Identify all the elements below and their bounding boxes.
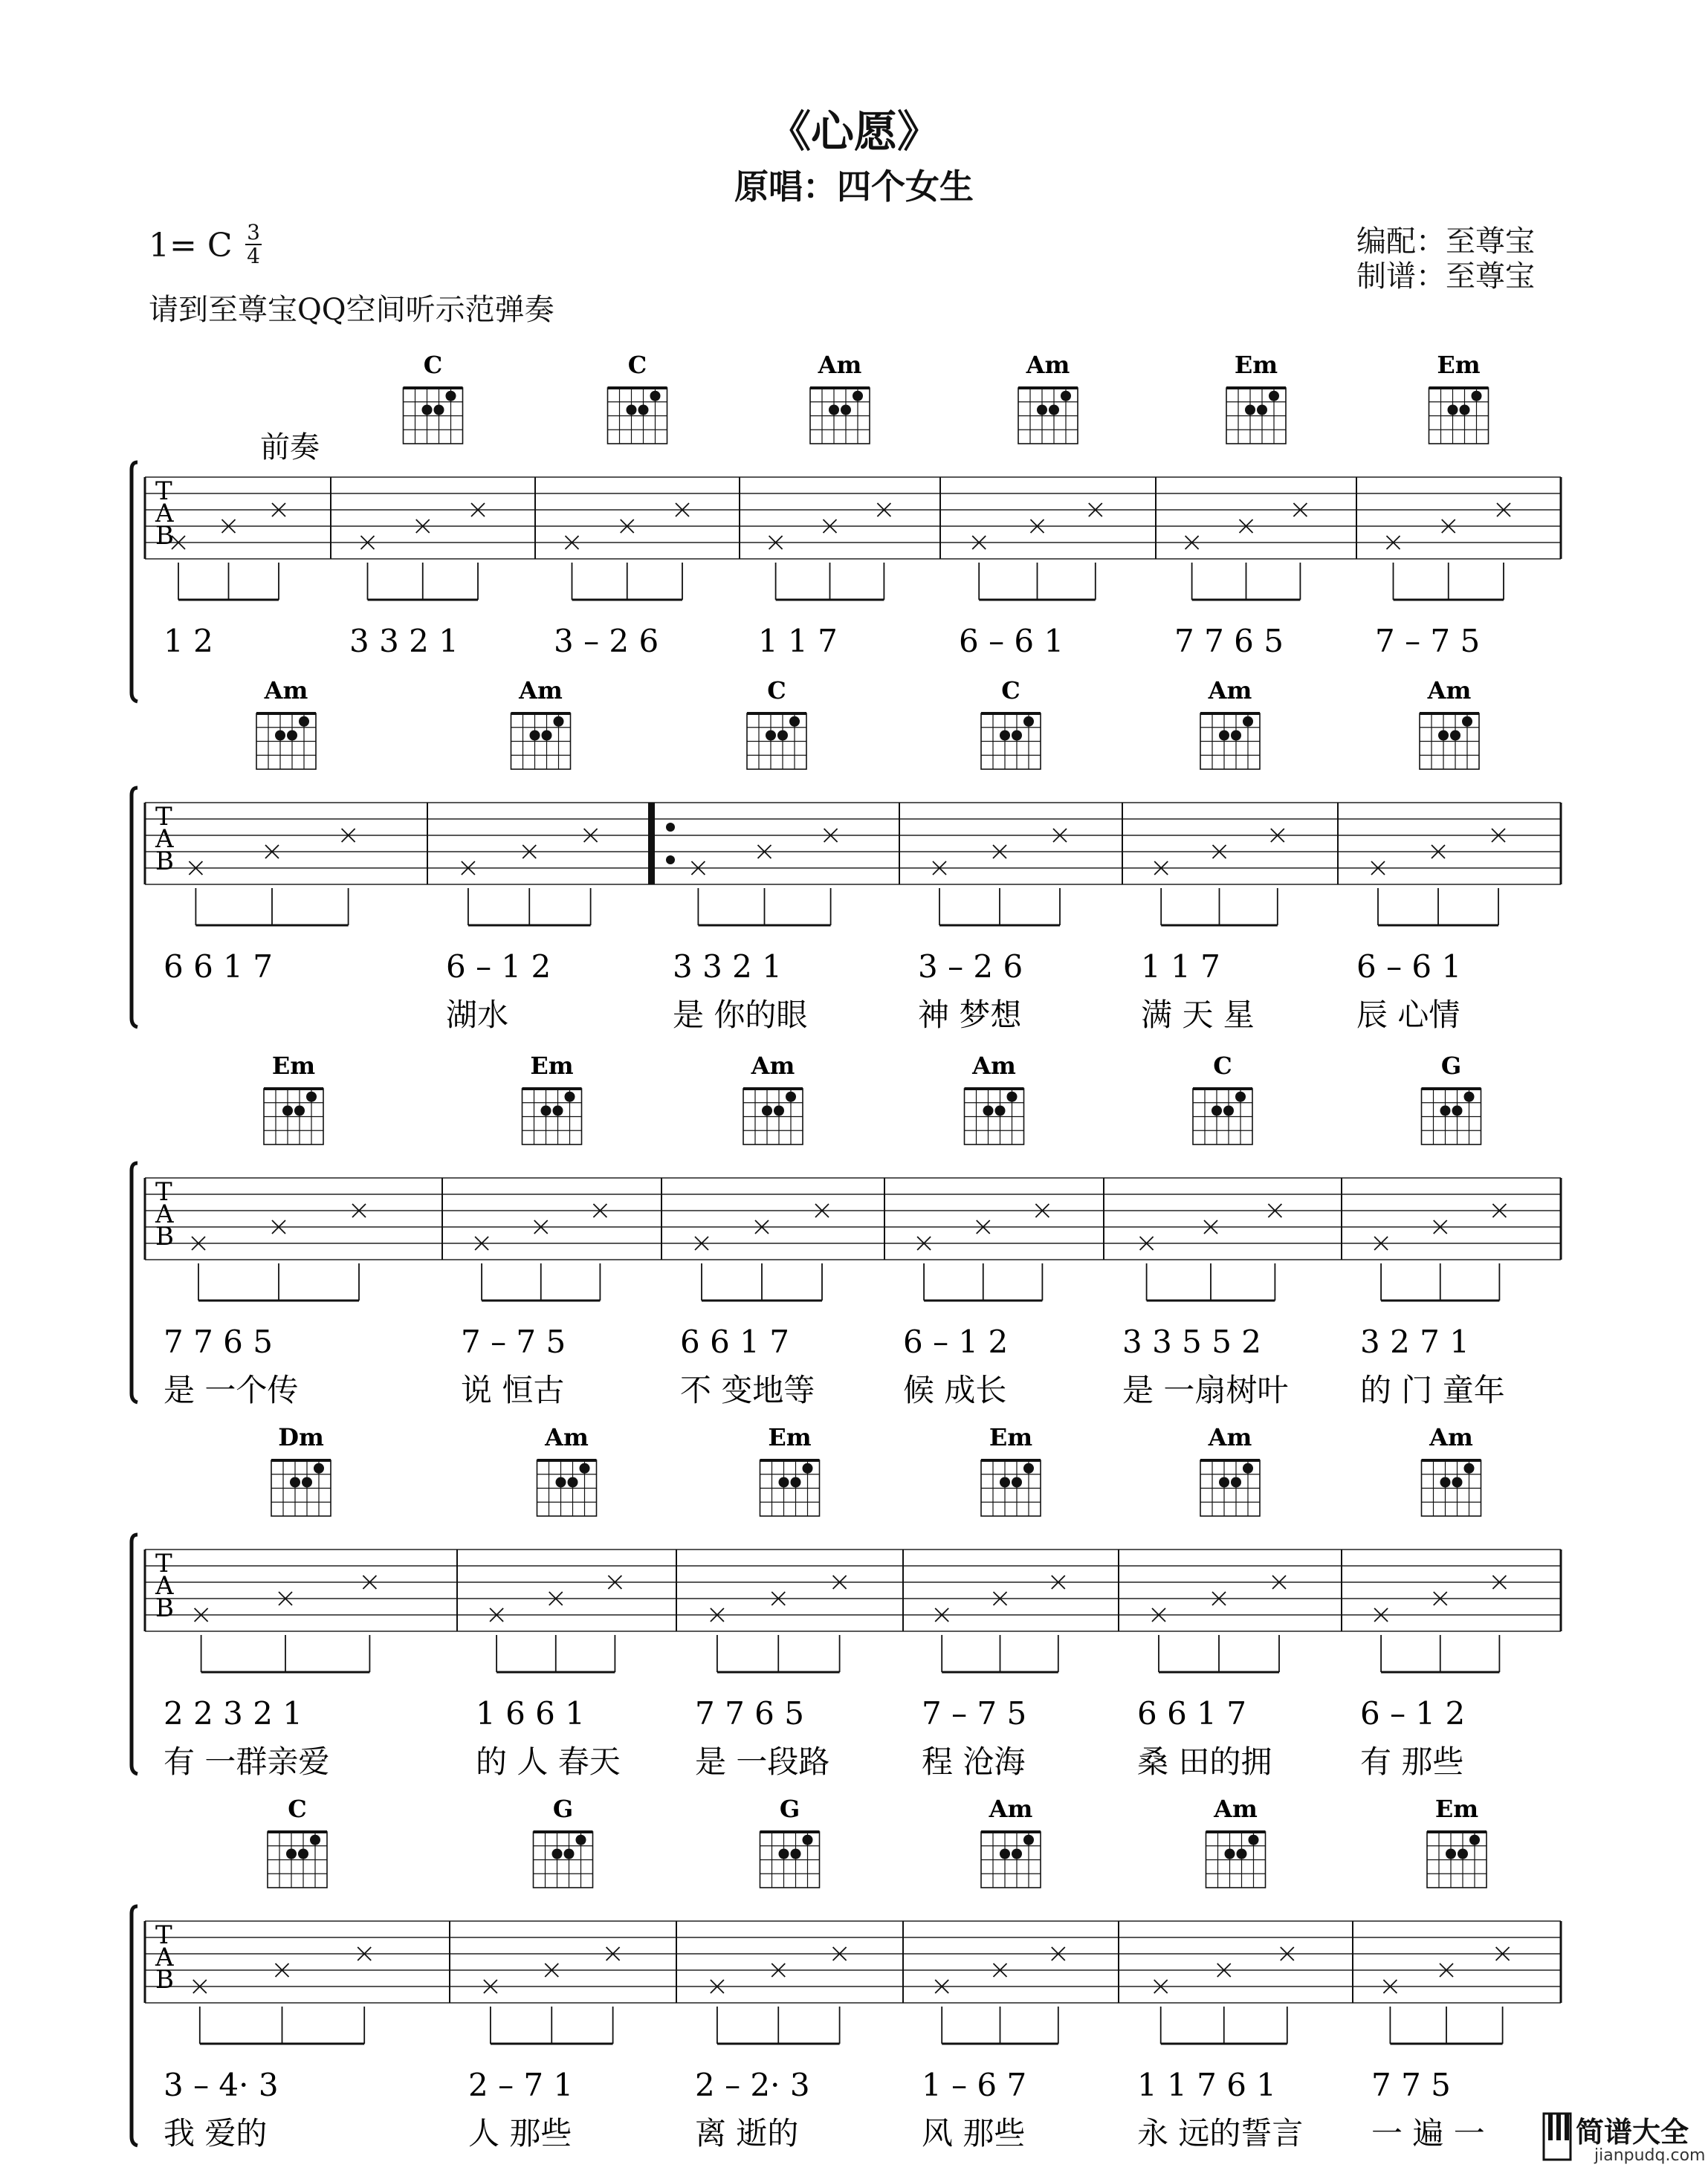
chord-finger-dot <box>1237 1849 1247 1859</box>
chord-finger-dot <box>1219 1477 1229 1488</box>
chord-name: Am <box>989 1795 1033 1823</box>
chord-name: G <box>552 1795 574 1823</box>
chord-name: Em <box>530 1052 574 1080</box>
lyric-text: 神 梦想 <box>918 997 1022 1033</box>
jianpu-numbers: 2 2 3 2 1 <box>164 1695 303 1732</box>
chord-finger-dot <box>568 1477 578 1488</box>
chord-finger-dot <box>542 731 552 741</box>
chord-finger-dot <box>310 1835 320 1845</box>
lyric-text: 辰 心情 <box>1356 997 1460 1033</box>
jianpu-numbers: 3 – 2 6 <box>918 948 1023 985</box>
song-title: 《心愿》 <box>767 106 940 157</box>
tab-clef-letter: B <box>155 521 174 551</box>
chord-finger-dot <box>829 405 839 415</box>
chord-name: C <box>423 351 443 379</box>
jianpu-numbers: 6 6 1 7 <box>164 948 273 985</box>
chord-finger-dot <box>1469 1835 1480 1845</box>
chord-finger-dot <box>552 1849 563 1859</box>
repeat-dot <box>666 855 675 864</box>
chord-finger-dot <box>1450 731 1460 741</box>
chord-finger-dot <box>779 1849 789 1859</box>
tab-clef-letter: B <box>155 1222 174 1251</box>
lyric-text: 程 沧海 <box>922 1743 1026 1780</box>
chord-finger-dot <box>627 405 637 415</box>
tab-clef-letter: T <box>155 802 172 832</box>
chord-finger-dot <box>1225 1849 1235 1859</box>
chord-finger-dot <box>1219 731 1229 741</box>
chord-finger-dot <box>786 1092 796 1102</box>
jianpu-numbers: 7 – 7 5 <box>1375 623 1481 659</box>
lyric-text: 桑 田的拥 <box>1137 1743 1272 1780</box>
chord-finger-dot <box>541 1106 551 1116</box>
chord-finger-dot <box>766 731 776 741</box>
chord-finger-dot <box>306 1092 317 1102</box>
chord-finger-dot <box>286 1849 297 1859</box>
chord-finger-dot <box>803 1835 813 1845</box>
chord-finger-dot <box>1448 405 1458 415</box>
system-bracket <box>132 788 138 1027</box>
chord-finger-dot <box>1257 405 1267 415</box>
key-signature: 1= C <box>149 227 233 265</box>
jianpu-numbers: 6 6 1 7 <box>1137 1695 1246 1732</box>
lyric-text: 是 你的眼 <box>673 997 808 1033</box>
jianpu-numbers: 7 7 6 5 <box>164 1324 273 1360</box>
chord-finger-dot <box>434 405 444 415</box>
chord-finger-dot <box>564 1849 575 1859</box>
chord-finger-dot <box>282 1106 293 1116</box>
brand-name: 简谱大全 <box>1576 2116 1689 2149</box>
chord-finger-dot <box>554 716 564 727</box>
chord-finger-dot <box>1049 405 1059 415</box>
chord-name: Am <box>264 676 308 705</box>
chord-name: Em <box>1437 351 1481 379</box>
chord-finger-dot <box>1000 1849 1010 1859</box>
system-bracket <box>132 1535 138 1774</box>
chord-finger-dot <box>314 1463 324 1474</box>
lyric-text: 的 门 童年 <box>1360 1372 1505 1408</box>
chord-name: Am <box>1026 351 1070 379</box>
piano-logo-icon <box>1542 2112 1572 2161</box>
chord-name: Am <box>751 1052 795 1080</box>
chord-finger-dot <box>803 1463 813 1474</box>
jianpu-numbers: 7 7 6 5 <box>695 1695 804 1732</box>
jianpu-numbers: 7 7 5 <box>1371 2067 1451 2103</box>
lyric-text: 有 那些 <box>1360 1743 1464 1780</box>
chord-finger-dot <box>1023 716 1034 727</box>
tab-clef-letter: A <box>155 1943 174 1972</box>
arranger-credit: 编配：至尊宝 <box>1356 224 1535 259</box>
chord-name: C <box>627 351 647 379</box>
jianpu-numbers: 7 – 7 5 <box>922 1695 1027 1732</box>
jianpu-numbers: 3 2 7 1 <box>1360 1324 1469 1360</box>
chord-name: Am <box>1427 676 1472 705</box>
jianpu-numbers: 7 7 6 5 <box>1174 623 1284 659</box>
lyric-text: 我 爱的 <box>164 2115 268 2151</box>
jianpu-numbers: 1 1 7 <box>1141 948 1220 985</box>
chord-finger-dot <box>446 391 456 401</box>
chord-finger-dot <box>553 1106 563 1116</box>
chord-finger-dot <box>1249 1835 1259 1845</box>
jianpu-numbers: 6 – 6 1 <box>959 623 1064 659</box>
chord-finger-dot <box>1212 1106 1222 1116</box>
jianpu-numbers: 3 3 5 5 2 <box>1122 1324 1262 1360</box>
chord-finger-dot <box>1464 1463 1475 1474</box>
chord-name: Em <box>1234 351 1278 379</box>
tab-clef-letter: T <box>155 1549 172 1578</box>
lyric-text: 是 一段路 <box>695 1743 830 1780</box>
chord-finger-dot <box>1223 1106 1234 1116</box>
chord-finger-dot <box>1440 1477 1451 1488</box>
jianpu-numbers: 3 3 2 1 <box>673 948 782 985</box>
chord-finger-dot <box>1012 1849 1022 1859</box>
jianpu-numbers: 3 – 2 6 <box>554 623 659 659</box>
chord-finger-dot <box>1061 391 1071 401</box>
chord-name: G <box>1440 1052 1462 1080</box>
system-bracket <box>132 1163 138 1402</box>
chord-finger-dot <box>1000 731 1010 741</box>
transcriber-credit: 制谱：至尊宝 <box>1356 259 1535 294</box>
chord-finger-dot <box>298 1849 308 1859</box>
chord-finger-dot <box>1235 1092 1246 1102</box>
chord-finger-dot <box>1243 716 1253 727</box>
jianpu-numbers: 6 – 1 2 <box>446 948 551 985</box>
chord-finger-dot <box>556 1477 566 1488</box>
chord-finger-dot <box>774 1106 784 1116</box>
jianpu-numbers: 1 – 6 7 <box>922 2067 1027 2103</box>
tab-clef-letter: A <box>155 1199 174 1229</box>
lyric-text: 的 人 春天 <box>476 1743 621 1780</box>
chord-finger-dot <box>779 1477 789 1488</box>
lyric-text: 不 变地等 <box>680 1372 815 1408</box>
chord-name: Am <box>1208 676 1252 705</box>
jianpu-numbers: 2 – 7 1 <box>468 2067 574 2103</box>
lyric-text: 永 远的誓言 <box>1137 2115 1304 2151</box>
chord-finger-dot <box>789 716 800 727</box>
repeat-dot <box>666 823 675 832</box>
jianpu-numbers: 1 6 6 1 <box>476 1695 585 1732</box>
chord-finger-dot <box>841 405 851 415</box>
time-signature-bottom: 4 <box>247 244 260 268</box>
chord-name: Am <box>972 1052 1016 1080</box>
chord-finger-dot <box>1452 1106 1463 1116</box>
chord-name: Em <box>271 1052 316 1080</box>
chord-finger-dot <box>290 1477 300 1488</box>
chord-name: C <box>1213 1052 1232 1080</box>
time-signature-top: 3 <box>247 220 260 245</box>
system-bracket <box>132 462 138 702</box>
tab-clef-letter: T <box>155 1177 172 1207</box>
tab-clef-letter: A <box>155 1571 174 1601</box>
chord-finger-dot <box>530 731 540 741</box>
chord-finger-dot <box>1012 1477 1022 1488</box>
tab-clef-letter: T <box>155 1920 172 1950</box>
tab-clef-letter: T <box>155 476 172 506</box>
chord-name: Em <box>989 1423 1033 1451</box>
lyric-text: 人 那些 <box>468 2115 572 2151</box>
chord-name: G <box>779 1795 800 1823</box>
jianpu-numbers: 6 – 1 2 <box>903 1324 1009 1360</box>
lyric-text: 是 一扇树叶 <box>1122 1372 1289 1408</box>
chord-finger-dot <box>791 1849 801 1859</box>
chord-finger-dot <box>576 1835 586 1845</box>
jianpu-numbers: 1 1 7 <box>758 623 838 659</box>
chord-finger-dot <box>1023 1835 1034 1845</box>
chord-finger-dot <box>1440 1106 1451 1116</box>
chord-name: Am <box>1214 1795 1258 1823</box>
chord-finger-dot <box>853 391 863 401</box>
chord-finger-dot <box>1245 405 1255 415</box>
chord-name: Em <box>1434 1795 1479 1823</box>
chord-finger-dot <box>1472 391 1482 401</box>
chord-finger-dot <box>1023 1463 1034 1474</box>
jianpu-numbers: 1 2 <box>164 623 213 659</box>
demo-note: 请到至尊宝QQ空间听示范弹奏 <box>149 293 554 327</box>
chord-finger-dot <box>1452 1477 1463 1488</box>
lyric-text: 风 那些 <box>922 2115 1026 2151</box>
tab-clef-letter: B <box>155 1965 174 1995</box>
chord-name: Am <box>1208 1423 1252 1451</box>
chord-finger-dot <box>275 731 285 741</box>
repeat-barline-thick <box>648 803 655 884</box>
chord-finger-dot <box>1460 405 1470 415</box>
chord-finger-dot <box>422 405 433 415</box>
chord-finger-dot <box>299 716 309 727</box>
chord-name: Am <box>818 351 862 379</box>
lyric-text: 说 恒古 <box>461 1372 565 1408</box>
chord-name: Em <box>768 1423 812 1451</box>
chord-finger-dot <box>1446 1849 1456 1859</box>
chord-finger-dot <box>1231 1477 1241 1488</box>
tab-clef-letter: A <box>155 499 174 528</box>
chord-finger-dot <box>1037 405 1047 415</box>
jianpu-numbers: 2 – 2· 3 <box>695 2067 810 2103</box>
chord-name: C <box>1001 676 1020 705</box>
chord-finger-dot <box>1243 1463 1253 1474</box>
original-singer: 原唱：四个女生 <box>734 166 974 207</box>
tab-clef-letter: B <box>155 1593 174 1623</box>
tab-clef-letter: B <box>155 846 174 876</box>
lyric-text: 候 成长 <box>903 1372 1007 1408</box>
brand-url: jianpudq.com <box>1594 2146 1706 2165</box>
tab-clef-letter: A <box>155 824 174 854</box>
chord-finger-dot <box>565 1092 575 1102</box>
chord-finger-dot <box>777 731 788 741</box>
chord-finger-dot <box>294 1106 305 1116</box>
chord-finger-dot <box>762 1106 772 1116</box>
chord-name: C <box>288 1795 307 1823</box>
jianpu-numbers: 6 – 6 1 <box>1356 948 1462 985</box>
chord-finger-dot <box>791 1477 801 1488</box>
jianpu-numbers: 1 1 7 6 1 <box>1137 2067 1277 2103</box>
chord-name: Am <box>545 1423 589 1451</box>
lyric-text: 一 遍 一 <box>1371 2115 1485 2151</box>
chord-name: Am <box>1429 1423 1473 1451</box>
chord-finger-dot <box>638 405 649 415</box>
chord-finger-dot <box>1438 731 1449 741</box>
chord-finger-dot <box>287 731 297 741</box>
chord-finger-dot <box>1464 1092 1475 1102</box>
chord-finger-dot <box>1007 1092 1018 1102</box>
chord-finger-dot <box>302 1477 312 1488</box>
lyric-text: 湖水 <box>446 997 509 1033</box>
chord-finger-dot <box>1012 731 1022 741</box>
jianpu-numbers: 6 6 1 7 <box>680 1324 789 1360</box>
jianpu-numbers: 7 – 7 5 <box>461 1324 566 1360</box>
lyric-text: 有 一群亲爱 <box>164 1743 330 1780</box>
chord-finger-dot <box>983 1106 994 1116</box>
chord-finger-dot <box>1462 716 1472 727</box>
jianpu-numbers: 3 – 4· 3 <box>164 2067 279 2103</box>
lyric-text: 是 一个传 <box>164 1372 299 1408</box>
jianpu-numbers: 3 3 2 1 <box>349 623 459 659</box>
chord-name: Dm <box>278 1423 324 1451</box>
system-bracket <box>132 1906 138 2146</box>
chord-finger-dot <box>1269 391 1279 401</box>
chord-finger-dot <box>1000 1477 1010 1488</box>
lyric-text: 满 天 星 <box>1141 997 1255 1033</box>
lyric-text: 离 逝的 <box>695 2115 799 2151</box>
chord-name: Am <box>519 676 563 705</box>
chord-finger-dot <box>995 1106 1006 1116</box>
chord-finger-dot <box>650 391 661 401</box>
intro-label: 前奏 <box>260 430 320 464</box>
jianpu-numbers: 6 – 1 2 <box>1360 1695 1466 1732</box>
chord-finger-dot <box>1231 731 1241 741</box>
chord-name: C <box>767 676 786 705</box>
chord-finger-dot <box>580 1463 590 1474</box>
chord-finger-dot <box>1458 1849 1468 1859</box>
